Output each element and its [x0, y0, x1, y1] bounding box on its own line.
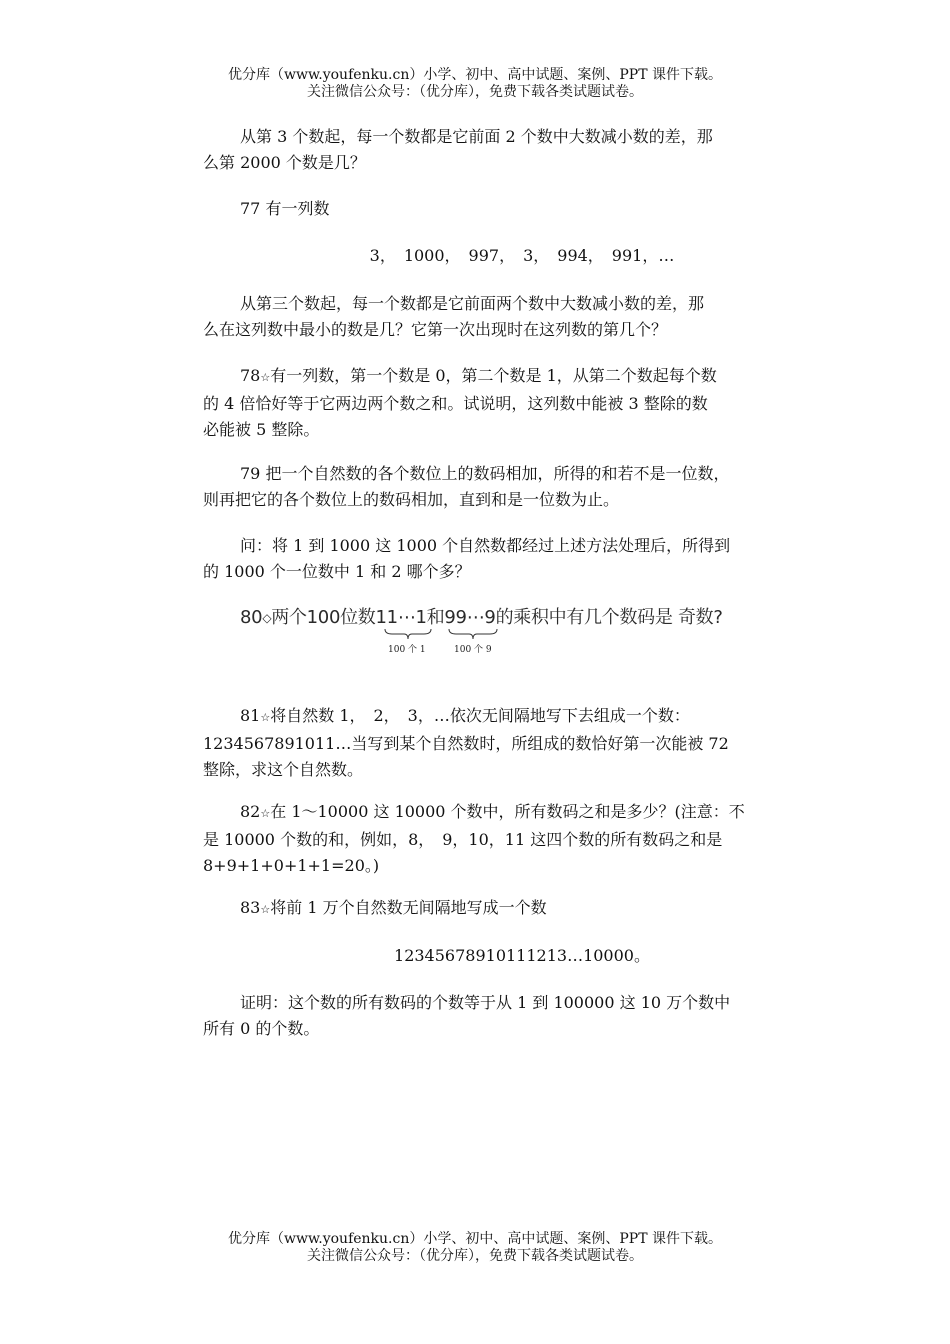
star-icon: ☆: [260, 711, 271, 724]
q76-line-1: 从第 3 个数起，每一个数都是它前面 2 个数中大数减小数的差，那: [240, 127, 713, 146]
q82-number: 82: [240, 802, 261, 821]
q83-text: [203, 895, 813, 923]
star-icon: ☆: [260, 903, 271, 916]
q81-line-2: 1234567891011…当写到某个自然数时，所组成的数恰好第一次能被 72: [203, 734, 729, 753]
q81-line-3: 整除，求这个自然数。: [203, 760, 364, 779]
q80-nines: 99⋯9: [444, 607, 496, 628]
q77-text: [203, 291, 813, 343]
q83-proof: [203, 990, 813, 1042]
footer-line-1: 优分库（www.youfenku.cn）小学、初中、高中试题、案例、PPT 课件下载。: [227, 1231, 722, 1247]
q79-text: [203, 461, 823, 513]
q79-line-1: 79 把一个自然数的各个数位上的数码相加，所得的和若不是一位数，: [240, 464, 730, 483]
q83-number: 83: [240, 898, 261, 917]
q78-line-3: 必能被 5 整除。: [203, 420, 320, 439]
q78-number: 78: [240, 366, 261, 385]
q78-line-1-text: 有一列数，第一个数是 0，第二个数是 1，从第二个数起每个数: [270, 366, 717, 385]
q79-line-4: 的 1000 个一位数中 1 和 2 哪个多？: [203, 562, 471, 581]
q76-text: [203, 124, 813, 176]
page-footer: [0, 1231, 950, 1265]
q82-line-1-text: 在 1～10000 这 10000 个数中，所有数码之和是多少？(注意：不: [270, 802, 745, 821]
underbrace-ones-icon: [384, 628, 432, 640]
q77-line-2: 么在这列数中最小的数是几？它第一次出现时在这列数的第几个？: [203, 320, 668, 339]
q80-figure: [240, 604, 760, 656]
q78-text: [203, 363, 813, 443]
q79-question: [203, 533, 813, 585]
diamond-icon: ◇: [262, 611, 272, 625]
q80-text: [240, 606, 723, 630]
q80-text-b: 的乘积中有几个数码是 奇数?: [495, 607, 723, 628]
q81-line-1-text: 将自然数 1， 2， 3，…依次无间隔地写下去组成一个数：: [270, 706, 690, 725]
header-line-1: 优分库（www.youfenku.cn）小学、初中、高中试题、案例、PPT 课件下载。: [227, 67, 722, 83]
q77-sequence: 3， 1000， 997， 3， 994， 991，…: [369, 246, 675, 265]
q77-title: 77 有一列数: [240, 199, 330, 218]
q78-line-1: [203, 363, 813, 391]
q82-line-1: [203, 799, 813, 827]
q83-proof-line-1: 证明：这个数的所有数码的个数等于从 1 到 100000 这 10 万个数中: [240, 993, 731, 1012]
q81-text: [203, 703, 813, 783]
q83-line-1: [203, 895, 813, 923]
q79-line-2: 则再把它的各个数位上的数码相加，直到和是一位数为止。: [203, 490, 620, 509]
star-icon: ☆: [260, 807, 271, 820]
q80-and: 和: [426, 607, 445, 628]
q76-line-2: 么第 2000 个数是几？: [203, 153, 366, 172]
q81-line-1: [203, 703, 813, 731]
q82-line-2: 是 10000 个数的和，例如，8， 9，10，11 这四个数的所有数码之和是: [203, 830, 723, 849]
q82-text: [203, 799, 813, 879]
q83-line-1-text: 将前 1 万个自然数无间隔地写成一个数: [270, 898, 547, 917]
footer-line-2: 关注微信公众号：（优分库），免费下载各类试题试卷。: [307, 1248, 643, 1264]
underbrace-nines-icon: [448, 628, 498, 640]
star-icon: ☆: [260, 371, 271, 384]
q78-line-2: 的 4 倍恰好等于它两边两个数之和。试说明，这列数中能被 3 整除的数: [203, 394, 708, 413]
label-100-nines: 100 个 9: [454, 645, 492, 655]
q82-line-3: 8+9+1+0+1+1=20。): [203, 856, 380, 875]
page-header: [0, 67, 950, 101]
q80-ones: 11⋯1: [375, 607, 427, 628]
header-line-2: 关注微信公众号：（优分库），免费下载各类试题试卷。: [307, 84, 643, 100]
label-100-ones: 100 个 1: [388, 645, 426, 655]
q79-line-3: 问：将 1 到 1000 这 1000 个自然数都经过上述方法处理后，所得到: [240, 536, 731, 555]
q81-number: 81: [240, 706, 261, 725]
q80-number: 80: [240, 607, 263, 628]
q77-line-1: 从第三个数起，每一个数都是它前面两个数中大数减小数的差，那: [240, 294, 705, 313]
q80-text-a: 两个100位数: [271, 607, 376, 628]
q83-proof-line-2: 所有 0 的个数。: [203, 1019, 320, 1038]
q83-number-string: 12345678910111213…10000。: [394, 946, 650, 965]
